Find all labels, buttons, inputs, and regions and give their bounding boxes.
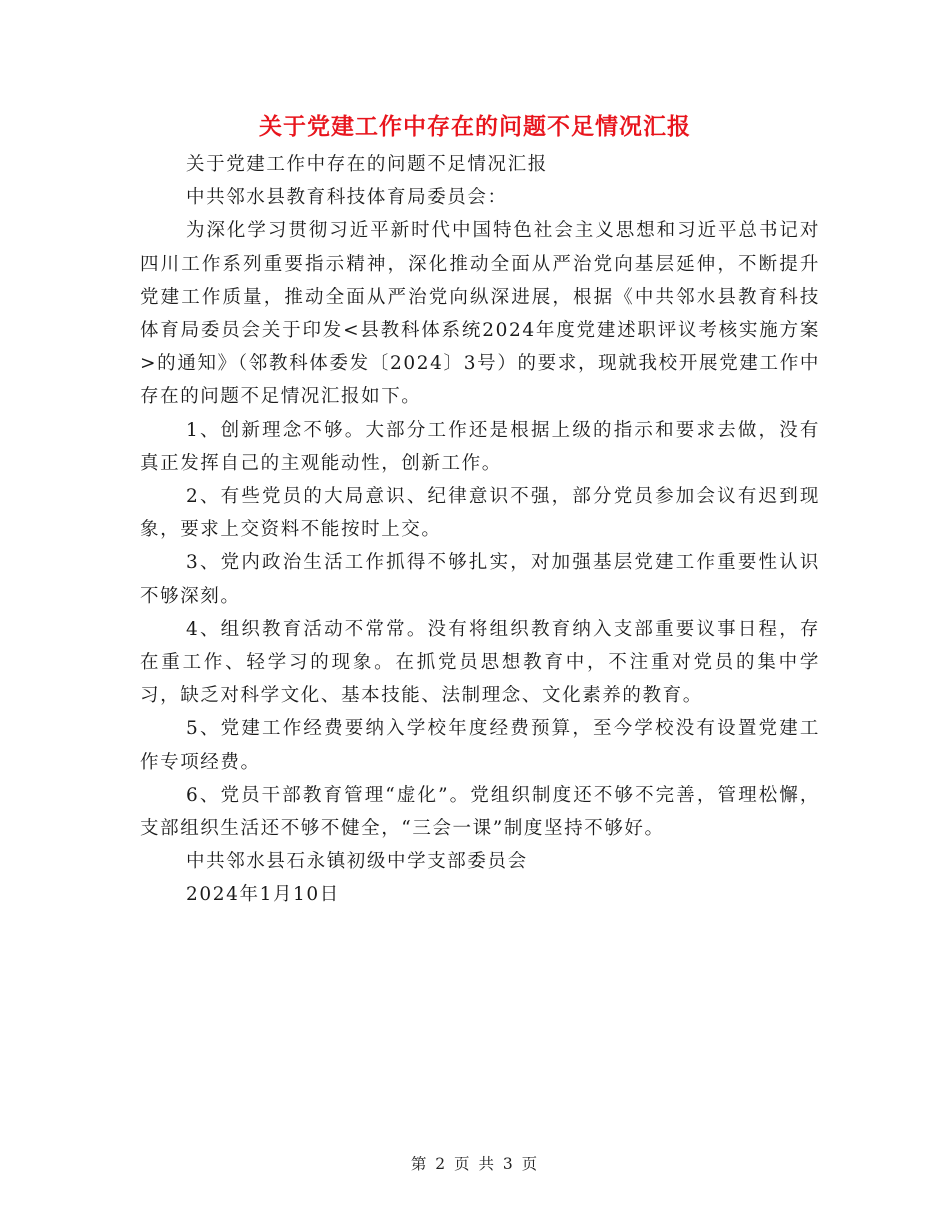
paragraph-item-4: 4、组织教育活动不常常。没有将组织教育纳入支部重要议事日程，存在重工作、轻学习的现象。在抓党员思想教育中，不注重对党员的集中学习，缺乏对科学文化、基本技能、法制理念、文化素养的教育。 — [140, 618, 820, 707]
paragraph-intro: 为深化学习贯彻习近平新时代中国特色社会主义思想和习近平总书记对四川工作系列重要指示精神，深化推动全面从严治党向基层延伸，不断提升党建工作质量，推动全面从严治党向纵深进展，根据《中共邻水县教育科技体育局委员会关于印发<县教科体系统2024年度党建述职评议考核实施方案>的通知》（邻教科体委发〔2024〕3号）的要求，现就我校开展党建工作中存在的问题不足情况汇报如下。 — [140, 220, 820, 408]
signature-date: 2024年1月10日 — [186, 884, 340, 906]
signature-organization: 中共邻水县石永镇初级中学支部委员会 — [186, 851, 528, 873]
document-title: 关于党建工作中存在的问题不足情况汇报 — [259, 113, 691, 140]
paragraph-item-6: 6、党员干部教育管理“虚化”。党组织制度还不够不完善，管理松懈，支部组织生活还不够不健全，“三会一课”制度坚持不够好。 — [140, 784, 820, 840]
paragraph-item-5: 5、党建工作经费要纳入学校年度经费预算，至今学校没有设置党建工作专项经费。 — [140, 718, 820, 773]
page-number-footer: 第 2 页 共 3 页 — [410, 1155, 540, 1173]
paragraph-item-2: 2、有些党员的大局意识、纪律意识不强，部分党员参加会议有迟到现象，要求上交资料不能按时上交。 — [140, 486, 820, 541]
paragraph-item-3: 3、党内政治生活工作抓得不够扎实，对加强基层党建工作重要性认识不够深刻。 — [140, 552, 820, 607]
document-body — [140, 148, 820, 912]
paragraph-addressee: 中共邻水县教育科技体育局委员会： — [186, 187, 508, 209]
paragraph-item-1: 1、创新理念不够。大部分工作还是根据上级的指示和要求去做，没有真正发挥自己的主观能动性，创新工作。 — [140, 419, 820, 474]
paragraph-heading: 关于党建工作中存在的问题不足情况汇报 — [186, 154, 548, 175]
